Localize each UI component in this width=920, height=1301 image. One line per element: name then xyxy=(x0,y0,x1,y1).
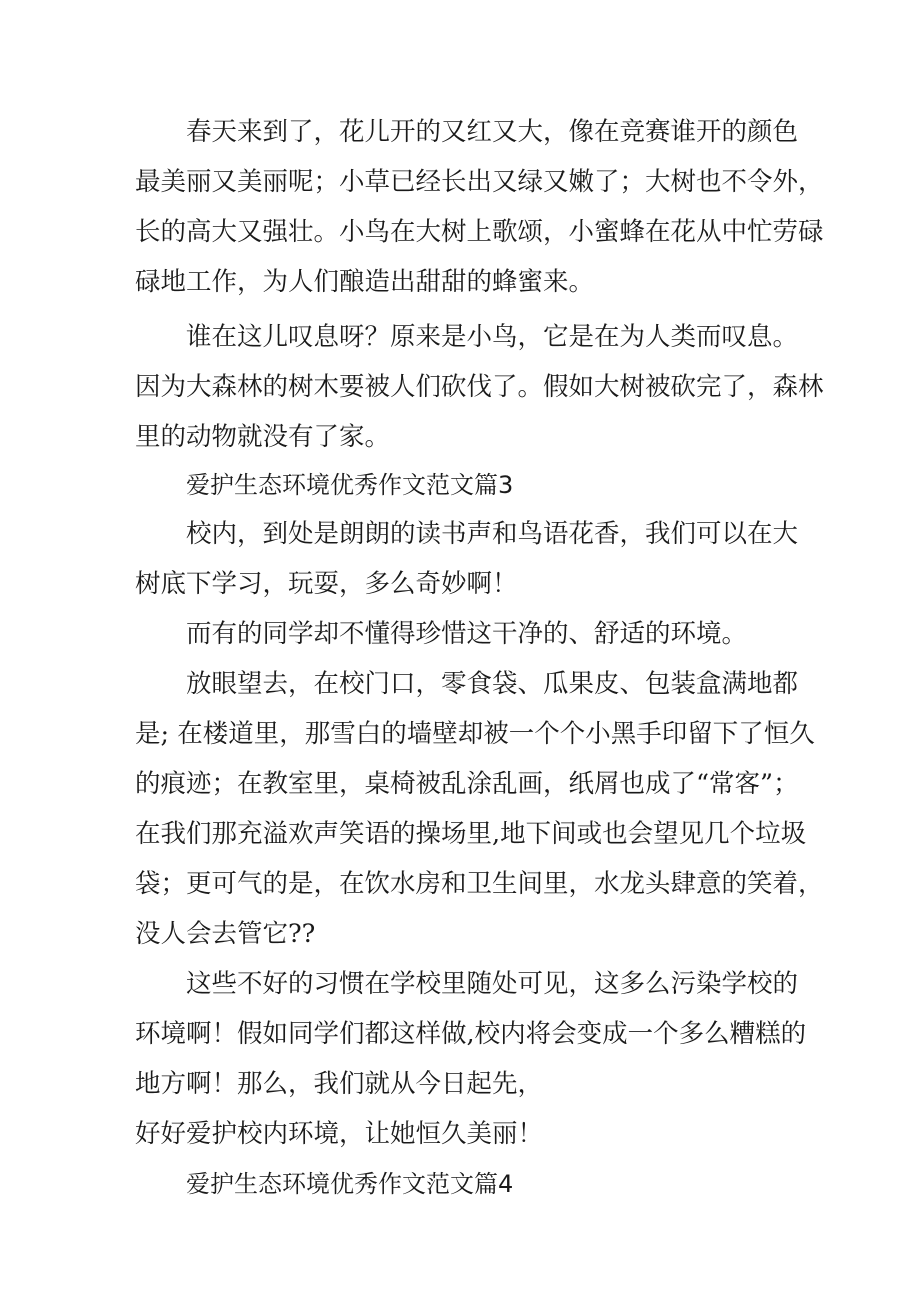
paragraph-line: 放眼望去，在校门口，零食袋、瓜果皮、包装盒满地都 xyxy=(186,669,799,699)
paragraph-line: 而有的同学却不懂得珍惜这干净的、舒适的环境。 xyxy=(186,619,748,649)
paragraph-line: 在我们那充溢欢声笑语的操场里,地下间或也会望见几个垃圾 xyxy=(135,819,807,849)
paragraph-line: 春天来到了，花儿开的又红又大，像在竞赛谁开的颜色 xyxy=(186,117,799,147)
paragraph-line: 是; 在楼道里，那雪白的墙壁却被一个个小黑手印留下了恒久 xyxy=(135,719,815,749)
paragraph-line: 没人会去管它?? xyxy=(135,919,316,949)
paragraph-line: 好好爱护校内环境，让她恒久美丽！ xyxy=(135,1119,544,1149)
paragraph-line: 校内，到处是朗朗的读书声和鸟语花香，我们可以在大 xyxy=(186,519,799,549)
paragraph-line: 环境啊！假如同学们都这样做,校内将会变成一个多么糟糕的 xyxy=(135,1019,807,1049)
paragraph-line: 袋；更可气的是，在饮水房和卫生间里，水龙头肆意的笑着， xyxy=(135,869,824,899)
paragraph-line: 因为大森林的树木要被人们砍伐了。假如大树被砍完了，森林 xyxy=(135,372,824,402)
paragraph-line: 谁在这儿叹息呀？原来是小鸟，它是在为人类而叹息。 xyxy=(186,322,799,352)
section-heading: 爱护生态环境优秀作文范文篇4 xyxy=(186,1170,514,1198)
paragraph-line: 树底下学习，玩耍，多么奇妙啊！ xyxy=(135,569,518,599)
paragraph-line: 最美丽又美丽呢；小草已经长出又绿又嫩了；大树也不令外， xyxy=(135,167,824,197)
paragraph-line: 长的高大又强壮。小鸟在大树上歌颂，小蜜蜂在花从中忙劳碌 xyxy=(135,217,824,247)
section-heading: 爱护生态环境优秀作文范文篇3 xyxy=(186,471,514,499)
paragraph-line: 里的动物就没有了家。 xyxy=(135,422,391,452)
paragraph-line: 这些不好的习惯在学校里随处可见，这多么污染学校的 xyxy=(186,969,799,999)
paragraph-line: 碌地工作，为人们酿造出甜甜的蜂蜜来。 xyxy=(135,267,595,297)
paragraph-line: 地方啊！那么，我们就从今日起先， xyxy=(135,1069,544,1099)
paragraph-line: 的痕迹；在教室里，桌椅被乱涂乱画，纸屑也成了“常客”； xyxy=(135,769,799,799)
